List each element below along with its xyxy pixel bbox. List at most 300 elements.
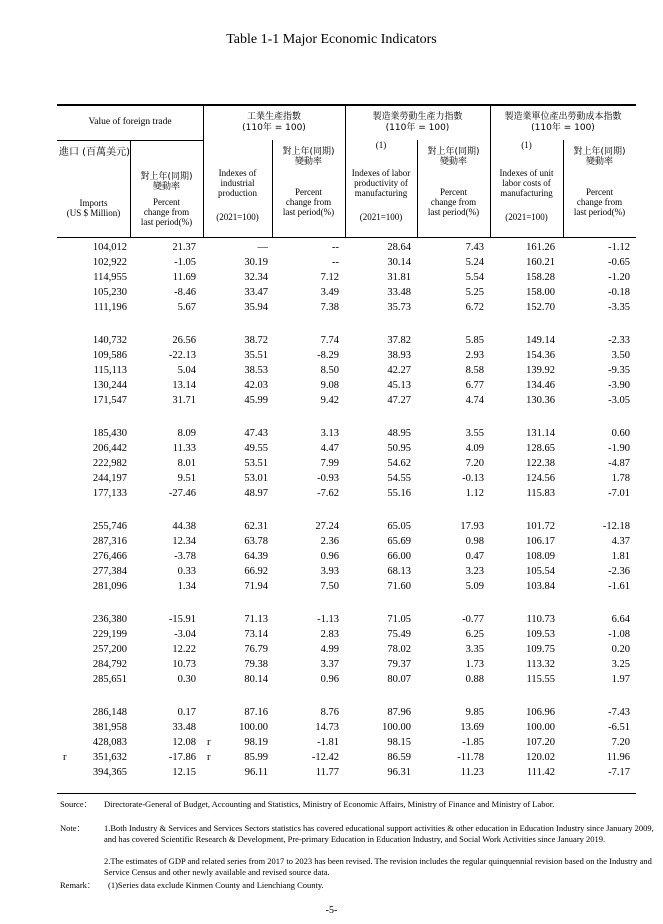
cell-lab-chg: 0.98 [465,536,484,548]
cell-lab-chg: -0.13 [462,473,484,485]
table-row [57,486,636,501]
cell-lab: 54.55 [387,473,411,485]
table-row [57,705,636,720]
cell-lab: 47.27 [387,395,411,407]
cell-ind: 30.19 [244,257,268,269]
cell-unit-chg: 7.20 [611,737,630,749]
unit-zh1: 製造業單位產出勞動成本指數 [504,112,622,122]
cell-imp: 185,430 [92,428,127,439]
lab-en2: productivity of [354,178,408,188]
cell-ind: 73.14 [244,629,268,641]
cell-lab-chg: -1.85 [462,737,484,749]
cell-lab-chg: 3.35 [465,644,484,656]
table-row [57,519,636,534]
cell-imp: 105,230 [92,287,127,299]
cell-ind-chg: -0.93 [317,473,339,485]
table-row [57,720,636,735]
table-row [57,657,636,672]
cell-unit-chg: -1.61 [608,581,630,593]
cell-imp: 244,197 [92,473,127,485]
cell-imp: 114,955 [93,272,127,284]
lab-note: (1) [375,140,387,150]
remark-label: Remark： [60,880,96,890]
table-row [57,579,636,594]
cell-ind: 79.38 [244,659,268,671]
note-1-text: 1.Both Industry & Services and Services Sectors statistics has covered educational support activities & other education in Education Industry since January 2009, and has covered Scientific Research & Development, Pre-primary Education in Education Industry, and Social Work Activities since January 2019. [104,823,654,844]
ind-en2: industrial [220,178,255,188]
cell-imp-chg: 12.15 [172,767,196,779]
lab-chg-zh1: 對上年(同期) [427,147,480,157]
cell-ind: 64.39 [244,551,268,563]
cell-ind: 63.78 [244,536,268,548]
cell-imp-chg: 0.33 [177,566,196,578]
cell-ind-chg: -- [332,242,339,253]
table-row [57,549,636,564]
cell-ind: 38.53 [244,365,268,377]
cell-unit-chg: -3.35 [608,302,630,314]
unit-zh2: (110年 = 100) [531,123,595,133]
cell-imp: 287,316 [92,536,127,548]
imports-chg-en1: Percent [153,197,180,207]
cell-imp-chg: 11.33 [172,443,196,455]
cell-ind-chg: 4.99 [320,644,339,656]
table-row [57,534,636,549]
unit-en1: Indexes of unit [499,168,554,178]
cell-lab-chg: 0.47 [465,551,484,563]
cell-ind-chg: 4.47 [320,443,339,455]
cell-ind-chg: 2.36 [320,536,339,548]
cell-lab-chg: 9.85 [465,707,484,718]
cell-ind-chg: 7.99 [320,458,339,470]
unit-en3: manufacturing [500,188,553,198]
cell-lab-chg: 5.09 [465,581,484,593]
cell-imp-chg: 44.38 [172,521,196,532]
cell-ind: 100.00 [239,722,268,734]
imports-chg-zh2: 變動率 [152,182,180,192]
cell-imp-chg: -1.05 [174,257,196,269]
table-row [57,612,636,627]
cell-imp-chg: -3.04 [174,629,196,641]
unit-note: (1) [521,140,532,150]
cell-unit: 111.42 [526,767,555,779]
cell-imp: 130,244 [92,380,127,392]
unit-chg-zh1: 對上年(同期) [573,147,626,157]
cell-imp-chg: 12.22 [172,644,196,656]
table-row [57,363,636,378]
ind-base: (2021=100) [216,212,259,222]
cell-lab: 68.13 [387,566,411,578]
imports-zh: 進口 (百萬美元) [59,147,130,158]
cell-unit-chg: -3.90 [608,380,630,392]
cell-ind: 42.03 [244,380,268,392]
cell-lab: 75.49 [387,629,411,641]
cell-unit: 149.14 [526,335,555,346]
cell-ind: 32.34 [244,272,268,284]
ind-chg-zh2: 變動率 [294,157,322,167]
cell-unit: 120.02 [526,752,555,764]
cell-ind-chg: 0.96 [320,674,339,686]
lab-chg-en3: last period(%) [427,207,480,217]
cell-unit: 109.75 [526,644,555,656]
table-row [57,765,636,780]
imports-en2: (US $ Million) [66,208,121,218]
cell-lab: 96.31 [387,767,411,779]
cell-lab: 54.62 [387,458,411,470]
cell-lab-chg: -0.77 [462,614,484,625]
cell-imp: 222,982 [92,458,127,470]
table-row [57,270,636,285]
table-row [57,471,636,486]
ind-zh1: 工業生產指數 [246,112,301,122]
cell-lab: 55.16 [387,488,411,500]
cell-imp-chg: -15.91 [168,614,196,625]
cell-imp: 285,651 [92,674,127,686]
cell-unit-chg: 0.20 [611,644,630,656]
cell-ind-chg: -12.42 [311,752,339,764]
cell-imp-chg: 9.51 [177,473,196,485]
cell-lab: 38.93 [387,350,411,362]
cell-lab: 66.00 [387,551,411,563]
cell-lab-chg: 2.93 [465,350,484,362]
cell-unit: 115.55 [526,674,555,686]
cell-ind-chg: 27.24 [315,521,339,532]
cell-lab-chg: 1.73 [465,659,484,671]
lab-zh2: (110年 = 100) [385,123,450,133]
ind-chg-en1: Percent [295,187,322,197]
cell-unit: 160.21 [526,257,555,269]
cell-imp-chg: 11.69 [172,272,196,284]
unit-base: (2021=100) [505,212,548,222]
cell-lab-chg: 11.23 [460,767,484,779]
cell-lab: 28.64 [387,242,411,253]
cell-lab-chg: 4.74 [465,395,484,407]
cell-lab-chg: 4.09 [465,443,484,455]
table-row [57,378,636,393]
cell-lab: 100.00 [382,722,411,734]
cell-imp-chg: 21.37 [172,242,196,253]
cell-unit: 106.96 [526,707,555,718]
cell-ind: 45.99 [244,395,268,407]
cell-unit-chg: -2.33 [608,335,630,346]
trade-header: Value of foreign trade [88,117,172,127]
cell-lab-chg: 7.20 [465,458,484,470]
cell-unit-chg: 1.81 [611,551,630,563]
cell-unit: 113.32 [526,659,555,671]
revised-flag: r [63,752,67,764]
cell-ind-chg: 3.49 [320,287,339,299]
table-row [57,426,636,441]
cell-ind: 85.99 [244,752,268,764]
cell-imp-chg: 8.01 [177,458,196,470]
cell-imp-chg: -8.46 [174,287,196,299]
cell-unit: 100.00 [526,722,555,734]
cell-unit: 103.84 [526,581,555,593]
cell-ind-chg: 9.08 [320,380,339,392]
cell-imp-chg: -17.86 [168,752,196,764]
cell-imp: 277,384 [92,566,127,578]
cell-lab: 31.81 [387,272,411,284]
cell-ind: 53.01 [244,473,268,485]
cell-imp-chg: 33.48 [172,722,196,734]
cell-imp: 351,632 [92,752,127,764]
ind-chg-zh1: 對上年(同期) [282,147,335,157]
cell-unit: 109.53 [526,629,555,641]
cell-unit-chg: 0.60 [611,428,630,439]
cell-unit: 152.70 [526,302,555,314]
cell-ind: 53.51 [244,458,268,470]
cell-ind-chg: -8.29 [317,350,339,362]
cell-imp-chg: 12.34 [172,536,196,548]
header-bottom-rule [57,237,636,238]
cell-ind-chg: 3.37 [320,659,339,671]
cell-imp: 206,442 [92,443,127,455]
table-row [57,240,636,255]
table-row [57,735,636,750]
cell-lab-chg: 6.72 [465,302,484,314]
cell-unit-chg: 11.96 [606,752,630,764]
source-text: Directorate-General of Budget, Accounting and Statistics, Ministry of Economic Affairs, Ministry of Finance and Ministry of Labor. [104,799,555,809]
lab-zh1: 製造業勞動生產力指數 [372,112,463,122]
lab-en3: manufacturing [354,188,408,198]
cell-ind: 35.94 [244,302,268,314]
cell-unit-chg: -4.87 [608,458,630,470]
cell-imp: 109,586 [92,350,127,362]
cell-lab-chg: 13.69 [460,722,484,734]
table-row [57,348,636,363]
cell-ind-chg: 8.76 [320,707,339,718]
cell-ind: 35.51 [244,350,268,362]
cell-ind: 33.47 [244,287,268,299]
cell-lab: 42.27 [387,365,411,377]
cell-unit: 115.83 [526,488,555,500]
cell-unit: 134.46 [526,380,555,392]
cell-ind-chg: 9.42 [320,395,339,407]
cell-lab: 50.95 [387,443,411,455]
cell-lab: 86.59 [387,752,411,764]
cell-imp: 255,746 [92,521,127,532]
cell-unit-chg: -1.90 [608,443,630,455]
cell-imp-chg: 0.17 [177,707,196,718]
cell-unit-chg: -7.01 [608,488,630,500]
imports-chg-zh1: 對上年(同期) [140,172,193,182]
remark-text: (1)Series data exclude Kinmen County and Lienchiang County. [108,880,324,890]
cell-ind-chg: -1.13 [317,614,339,625]
cell-lab-chg: 6.25 [465,629,484,641]
cell-lab-chg: 5.54 [465,272,484,284]
cell-unit: 139.92 [526,365,555,377]
cell-ind: 48.97 [244,488,268,500]
unit-chg-zh2: 變動率 [585,157,613,167]
cell-unit: 154.36 [526,350,555,362]
cell-unit-chg: -0.18 [608,287,630,299]
cell-unit-chg: 3.25 [611,659,630,671]
cell-unit-chg: -2.36 [608,566,630,578]
cell-imp-chg: 31.71 [172,395,196,407]
cell-unit-chg: -1.12 [608,242,630,253]
table-row [57,750,636,765]
cell-lab: 98.15 [387,737,411,749]
cell-imp: 236,380 [92,614,127,625]
cell-unit: 122.38 [526,458,555,470]
table-top-rule [57,104,636,106]
cell-ind: 66.92 [244,566,268,578]
cell-ind: 47.43 [244,428,268,439]
imports-en1: Imports [79,198,108,208]
source-label: Source： [60,799,93,809]
table-row [57,255,636,270]
lab-en1: Indexes of labor [351,168,411,178]
table-row [57,333,636,348]
table-row [57,300,636,315]
cell-imp: 284,792 [92,659,127,671]
cell-ind-chg: 7.38 [320,302,339,314]
cell-lab: 30.14 [387,257,411,269]
cell-ind: 62.31 [244,521,268,532]
page-title: Table 1-1 Major Economic Indicators [226,32,437,47]
unit-chg-en3: last period(%) [573,207,626,217]
cell-imp: 102,922 [92,257,127,269]
revised-flag: r [207,752,211,764]
cell-lab-chg: 5.24 [465,257,484,269]
cell-unit-chg: -9.35 [608,365,630,377]
cell-unit-chg: -12.18 [602,521,630,532]
cell-imp: 281,096 [92,581,127,593]
note-label: Note： [60,823,86,833]
cell-imp-chg: 12.08 [172,737,196,749]
lab-chg-zh2: 變動率 [439,157,467,167]
cell-ind-chg: -- [332,257,339,269]
cell-unit: 128.65 [526,443,555,455]
table-row [57,627,636,642]
cell-lab-chg: 6.77 [465,380,484,392]
cell-lab: 45.13 [387,380,411,392]
table-row [57,642,636,657]
cell-lab-chg: 0.88 [465,674,484,686]
imports-chg-en3: last period(%) [140,217,193,227]
table-row [57,441,636,456]
cell-imp: 381,958 [92,722,127,734]
unit-en2: labor costs of [502,178,551,188]
cell-unit-chg: -0.65 [608,257,630,269]
note-2-text: 2.The estimates of GDP and related series from 2017 to 2023 has been revised. The revision includes the regular quinquennial revision based on the Industry and Service Census and other newly available and revised source data. [104,856,652,877]
cell-unit-chg: -7.17 [608,767,630,779]
cell-ind-chg: -7.62 [317,488,339,500]
cell-ind: 49.55 [244,443,268,455]
cell-imp: 276,466 [92,551,127,563]
cell-ind: 71.13 [244,614,268,625]
cell-imp: 394,365 [92,767,127,779]
cell-unit-chg: 1.78 [611,473,630,485]
cell-lab: 87.96 [387,707,411,718]
table-bottom-rule [57,793,636,794]
lab-chg-en2: change from [430,197,477,207]
unit-chg-en1: Percent [586,187,613,197]
page-number: -5- [325,905,338,916]
ind-en3: production [218,188,257,198]
cell-lab: 65.05 [387,521,411,532]
cell-ind: 38.72 [244,335,268,346]
cell-imp: 104,012 [92,242,127,253]
cell-ind: 87.16 [244,707,268,718]
cell-lab: 48.95 [387,428,411,439]
cell-unit: 105.54 [526,566,555,578]
cell-unit: 108.09 [526,551,555,563]
cell-imp-chg: 13.14 [172,380,196,392]
cell-lab-chg: 1.12 [465,488,484,500]
cell-imp-chg: -3.78 [174,551,196,563]
cell-imp-chg: 1.34 [177,581,196,593]
cell-ind-chg: 7.74 [320,335,339,346]
cell-unit: 158.28 [526,272,555,284]
cell-lab: 80.07 [387,674,411,686]
cell-ind: 98.19 [244,737,268,749]
cell-imp: 257,200 [92,644,127,656]
lab-base: (2021=100) [359,212,403,222]
cell-imp-chg: 10.73 [172,659,196,671]
cell-unit: 131.14 [526,428,555,439]
cell-ind-chg: 7.50 [320,581,339,593]
ind-chg-en2: change from [285,197,332,207]
cell-ind-chg: 3.93 [320,566,339,578]
cell-lab-chg: 5.25 [465,287,484,299]
cell-lab: 79.37 [387,659,411,671]
cell-lab-chg: -11.78 [457,752,484,764]
cell-lab: 35.73 [387,302,411,314]
table-row [57,456,636,471]
cell-lab-chg: 7.43 [465,242,484,253]
cell-lab-chg: 17.93 [460,521,484,532]
cell-imp: 115,113 [93,365,127,377]
cell-lab-chg: 5.85 [465,335,484,346]
cell-ind: 76.79 [244,644,268,656]
cell-unit: 107.20 [526,737,555,749]
cell-ind-chg: 14.73 [315,722,339,734]
cell-unit: 124.56 [526,473,555,485]
ind-chg-en3: last period(%) [282,207,335,217]
cell-ind-chg: -1.81 [317,737,339,749]
table-row [57,672,636,687]
cell-ind: 71.94 [244,581,268,593]
cell-unit-chg: -1.20 [608,272,630,284]
cell-unit: 101.72 [526,521,555,532]
cell-imp: 140,732 [92,335,127,346]
cell-lab: 71.60 [387,581,411,593]
cell-lab-chg: 8.58 [465,365,484,377]
cell-ind-chg: 3.13 [320,428,339,439]
cell-imp-chg: 0.30 [177,674,196,686]
cell-ind: 80.14 [244,674,268,686]
cell-lab: 71.05 [387,614,411,625]
cell-imp: 177,133 [92,488,127,500]
cell-lab: 65.69 [387,536,411,548]
cell-imp: 428,083 [92,737,127,749]
cell-imp: 229,199 [92,629,127,641]
cell-imp-chg: -27.46 [168,488,196,500]
ind-zh2: (110年 = 100) [242,123,306,133]
cell-unit-chg: 3.50 [611,350,630,362]
cell-ind: — [257,242,268,253]
table-row [57,393,636,408]
cell-imp: 111,196 [93,302,127,314]
cell-imp: 171,547 [92,395,127,407]
cell-imp-chg: 5.04 [177,365,196,377]
cell-unit: 106.17 [526,536,555,548]
cell-unit-chg: 6.64 [611,614,630,625]
cell-lab-chg: 3.55 [465,428,484,439]
imports-chg-en2: change from [143,207,190,217]
cell-ind-chg: 0.96 [320,551,339,563]
cell-ind-chg: 2.83 [320,629,339,641]
